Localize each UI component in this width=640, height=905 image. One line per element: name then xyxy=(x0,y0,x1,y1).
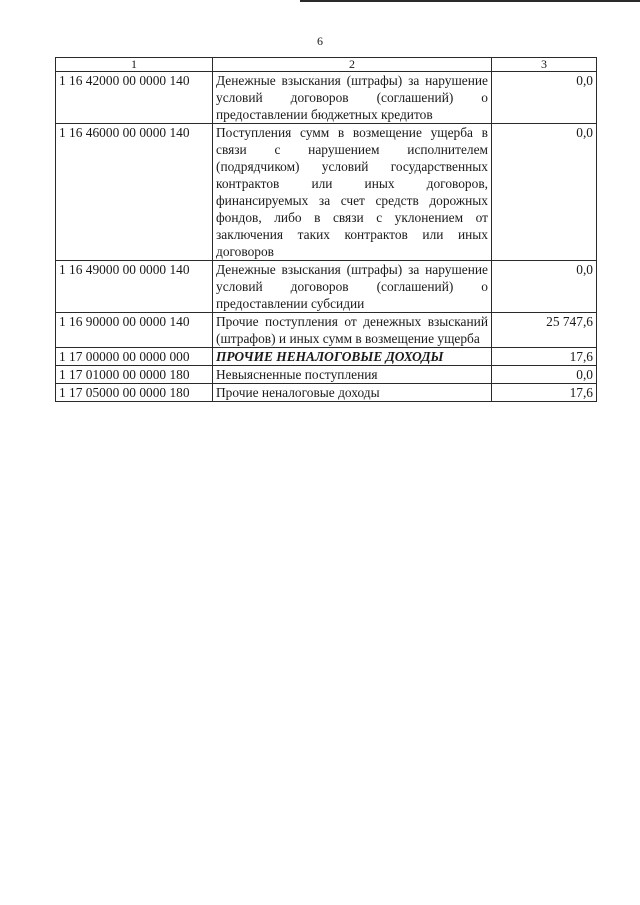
row-name: Прочие поступления от денежных взысканий (штрафов) и иных сумм в возмещение ущерба xyxy=(213,313,492,348)
column-header-value: 3 xyxy=(492,58,597,72)
page-number: 6 xyxy=(317,34,323,48)
table-header-row xyxy=(56,58,597,72)
row-value: 0,0 xyxy=(492,72,597,124)
row-code: 1 17 05000 00 0000 180 xyxy=(56,384,213,402)
revenue-table xyxy=(55,57,597,402)
row-value: 0,0 xyxy=(492,261,597,313)
row-name: ПРОЧИЕ НЕНАЛОГОВЫЕ ДОХОДЫ xyxy=(213,348,492,366)
row-code: 1 17 00000 00 0000 000 xyxy=(56,348,213,366)
row-code: 1 17 01000 00 0000 180 xyxy=(56,366,213,384)
table-row xyxy=(56,72,597,124)
scan-edge-line xyxy=(300,0,640,2)
row-value: 25 747,6 xyxy=(492,313,597,348)
table-row xyxy=(56,124,597,261)
row-value: 17,6 xyxy=(492,348,597,366)
row-value: 0,0 xyxy=(492,124,597,261)
row-name: Денежные взыскания (штрафы) за нарушение условий договоров (соглашений) о предоставлении бюджетных кредитов xyxy=(213,72,492,124)
table-row xyxy=(56,384,597,402)
row-code: 1 16 90000 00 0000 140 xyxy=(56,313,213,348)
row-code: 1 16 49000 00 0000 140 xyxy=(56,261,213,313)
row-value: 17,6 xyxy=(492,384,597,402)
row-code: 1 16 46000 00 0000 140 xyxy=(56,124,213,261)
row-code: 1 16 42000 00 0000 140 xyxy=(56,72,213,124)
table-row xyxy=(56,261,597,313)
row-name: Денежные взыскания (штрафы) за нарушение условий договоров (соглашений) о предоставлении субсидии xyxy=(213,261,492,313)
row-name: Поступления сумм в возмещение ущерба в связи с нарушением исполнителем (подрядчиком) условий государственных контрактов или иных договоров, финансируемых за счет средств дорожных фондов, либо в связи с уклонением от заключения таких контрактов или иных договоров xyxy=(213,124,492,261)
column-header-name: 2 xyxy=(213,58,492,72)
column-header-code: 1 xyxy=(56,58,213,72)
row-value: 0,0 xyxy=(492,366,597,384)
table-row xyxy=(56,366,597,384)
row-name: Невыясненные поступления xyxy=(213,366,492,384)
table-row-total xyxy=(56,348,597,366)
row-name: Прочие неналоговые доходы xyxy=(213,384,492,402)
table-row xyxy=(56,313,597,348)
